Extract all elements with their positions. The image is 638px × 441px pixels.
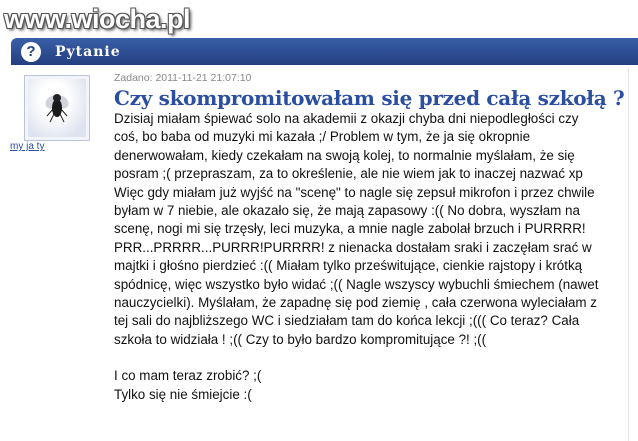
question-mark-icon: ? (21, 42, 41, 62)
body-line: posram ;( przepraszam, za to określenie, ale nie wiem jak to inaczej nazwać xp (114, 166, 583, 182)
section-header (11, 38, 638, 65)
body-line: nauczycielki). Myślałam, że zapadnę się pod ziemię , cała czerwona wyleciałam z (114, 294, 598, 310)
content-border (628, 68, 638, 441)
body-line: PRR...PRRRR...PURRR!PURRRR! z nienacka dostałam sraki i zaczęłam srać w (114, 239, 592, 255)
body-line: tej sali do najbliższego WC i siedziałam tam do końca lekcji ;((( Co teraz? Cała (114, 313, 580, 329)
body-line: majtki i głośno pierdzieć :(( Miałam tylko prześwitujące, cienkie rajstopy i krótką (114, 258, 583, 274)
body-line: scenę, nogi mi się trzęsły, leci muzyka, a mnie nagle zabolał brzuch i PURRRR! (114, 221, 586, 237)
body-line: byłam w 7 niebie, ale okazało się, że mają zapasowy :(( No dobra, wyszłam na (114, 202, 580, 218)
body-line: coś, bo baba od muzyki mi kazała ;/ Problem w tym, że ja się okropnie (114, 129, 531, 145)
body-line: Dzisiaj miałam śpiewać solo na akademii z okazji chyba dni niepodległości czy (114, 111, 579, 126)
body-line: szkoła to widziała ! ;(( Czy to było bardzo kompromitujące ?! ;(( (114, 331, 487, 347)
post-date: Zadano: 2011-11-21 21:07:10 (114, 72, 252, 84)
body-line (114, 349, 636, 367)
body-line: denerwowałam, kiedy czekałam na swoją kolej, to normalnie myślałam, że się (114, 147, 575, 163)
body-line: Tylko się nie śmiejcie :( (114, 386, 252, 402)
question-body (114, 110, 636, 404)
fly-avatar-icon (28, 79, 86, 137)
body-line: spódnicę, więc wszystko było widać ;(( Nagle wszyscy wybuchli śmiechem (nawet (114, 276, 599, 292)
body-line: I co mam teraz zrobić? ;( (114, 368, 262, 384)
author-link[interactable]: my ja ty (10, 141, 45, 152)
avatar[interactable] (24, 75, 90, 141)
body-line: Więc gdy miałam już wyjść na "scenę" to nagle się zepsuł mikrofon i przez chwile (114, 184, 595, 200)
question-title[interactable]: Czy skompromitowałam się przed całą szkołą ? (114, 86, 625, 110)
site-watermark: www.wiocha.pl (4, 4, 191, 34)
fly-icon (42, 91, 72, 125)
section-title: Pytanie (55, 43, 121, 60)
